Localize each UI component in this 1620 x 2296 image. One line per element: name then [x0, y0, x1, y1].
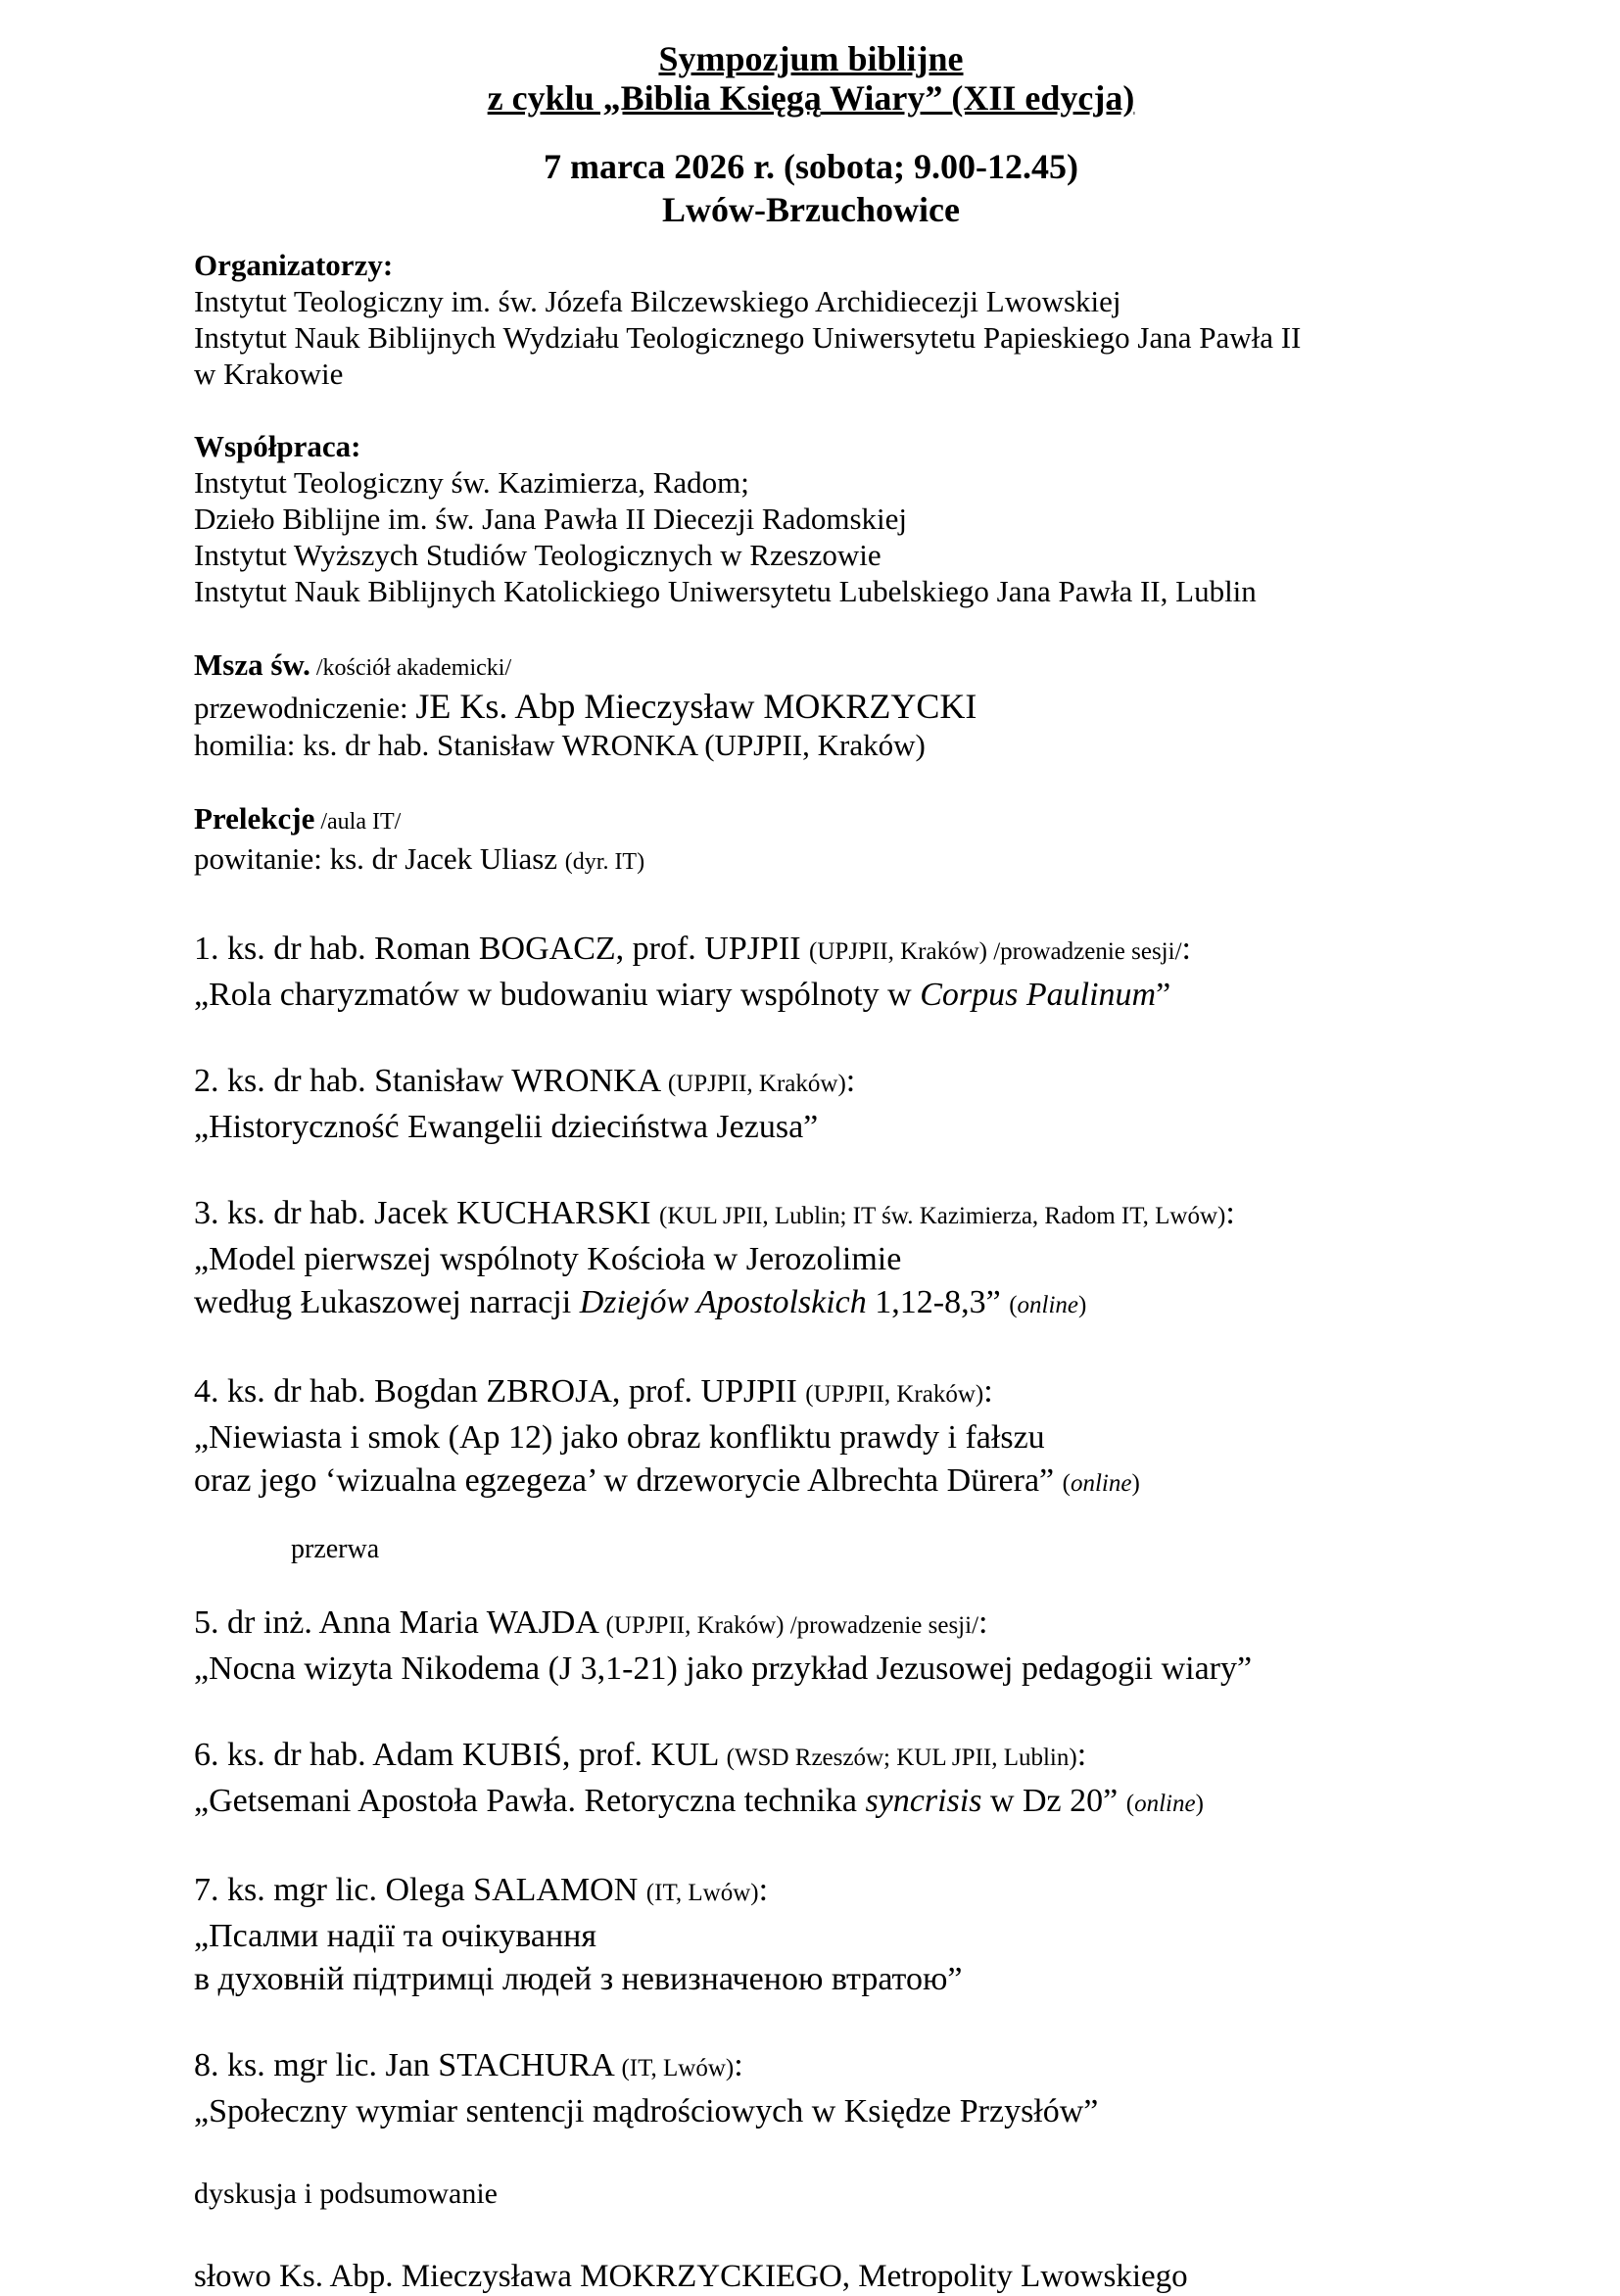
- lecture-colon: :: [845, 1063, 856, 1099]
- lecture-speaker: 6. ks. dr hab. Adam KUBIŚ, prof. KUL: [194, 1737, 727, 1773]
- lecture-title-italic: Dziejów Apostolskich: [579, 1284, 867, 1320]
- lecture-3: [194, 1192, 1428, 1327]
- lectures-location: /aula IT/: [314, 809, 402, 835]
- lecture-title: [194, 974, 1428, 1017]
- lecture-colon: :: [1076, 1737, 1087, 1773]
- lecture-affiliation: (WSD Rzeszów; KUL JPII, Lublin): [726, 1745, 1077, 1771]
- welcome-line: [194, 840, 1428, 881]
- lecture-speaker-line: [194, 1192, 1428, 1238]
- break-label: przerwa: [291, 1534, 380, 1564]
- mass-presiding-label: przewodniczenie:: [194, 691, 416, 725]
- welcome-label: powitanie: ks. dr Jacek Uliasz: [194, 841, 565, 876]
- mass-homily: homilia: ks. dr hab. Stanisław WRONKA (UPJPII, Kraków): [194, 728, 926, 762]
- organizer-line: Instytut Teologiczny im. św. Józefa Bilczewskiego Archidiecezji Lwowskiej: [194, 284, 1121, 318]
- title-line-1: Sympozjum biblijne: [658, 39, 964, 78]
- lecture-speaker: 3. ks. dr hab. Jacek KUCHARSKI: [194, 1195, 660, 1231]
- lecture-mode-text: online: [1017, 1292, 1079, 1318]
- lecture-title-italic: Corpus Paulinum: [920, 977, 1157, 1013]
- cooperation-line: Instytut Nauk Biblijnych Katolickiego Uniwersytetu Lubelskiego Jana Pawła II, Lublin: [194, 574, 1257, 608]
- lecture-title-text: „Rola charyzmatów w budowaniu wiary wspólnoty w: [194, 977, 921, 1013]
- lecture-mode-close: ): [1195, 1791, 1204, 1817]
- lecture-title-line-1: „Niewiasta i smok (Ap 12) jako obraz konfliktu prawdy i fałszu: [194, 1419, 1045, 1456]
- lecture-title-text: według Łukaszowej narracji: [194, 1284, 580, 1320]
- lecture-affiliation: (IT, Lwów): [621, 2055, 735, 2081]
- lecture-speaker-line: [194, 1734, 1428, 1780]
- lecture-speaker: 5. dr inż. Anna Maria WAJDA: [194, 1604, 606, 1641]
- lecture-title-line-1: „Псалми надії та очікування: [194, 1918, 596, 1954]
- lecture-title-end: w Dz 20”: [981, 1783, 1126, 1819]
- lecture-1: [194, 928, 1428, 1017]
- lecture-mode-open: (: [1009, 1292, 1018, 1318]
- lecture-mode-open: (: [1062, 1470, 1071, 1497]
- lecture-speaker-line: [194, 1370, 1428, 1416]
- lecture-mode: [1009, 1292, 1086, 1318]
- lecture-title-text: oraz jego ‘wizualna egzegeza’ w drzeworycie Albrechta Dürera”: [194, 1462, 1063, 1499]
- lecture-mode: [1126, 1791, 1204, 1817]
- closing-line: słowo Ks. Abp. Mieczysława MOKRZYCKIEGO, Metropolity Lwowskiego: [194, 2259, 1188, 2294]
- lecture-speaker: 4. ks. dr hab. Bogdan ZBROJA, prof. UPJPII: [194, 1373, 806, 1410]
- lecture-affiliation: (UPJPII, Kraków): [667, 1071, 846, 1097]
- lecture-7: [194, 1869, 1428, 2001]
- lecture-affiliation: (UPJPII, Kraków): [805, 1381, 984, 1408]
- lecture-speaker-line: [194, 1602, 1428, 1648]
- lecture-title: „Historyczność Ewangelii dzieciństwa Jezusa”: [194, 1109, 819, 1145]
- lecture-colon: :: [734, 2047, 743, 2083]
- mass-presiding-line: [194, 687, 1428, 727]
- lecture-5: [194, 1602, 1428, 1691]
- lecture-4: [194, 1370, 1428, 1506]
- lectures-heading: Prelekcje: [194, 801, 315, 836]
- mass-heading: Msza św.: [194, 647, 310, 682]
- lecture-speaker: 8. ks. mgr lic. Jan STACHURA: [194, 2047, 622, 2083]
- lecture-speaker-line: [194, 1060, 1428, 1106]
- lecture-speaker-line: [194, 2044, 1428, 2090]
- lecture-title-text: „Getsemani Apostoła Pawła. Retoryczna technika: [194, 1783, 866, 1819]
- mass-presiding-name: JE Ks. Abp Mieczysław MOKRZYCKI: [415, 687, 977, 726]
- lecture-6: [194, 1734, 1428, 1826]
- lecture-title-line-2: [194, 1281, 1428, 1327]
- lecture-colon: :: [758, 1872, 769, 1908]
- lecture-affiliation: (UPJPII, Kraków) /prowadzenie sesji/: [605, 1612, 979, 1639]
- lecture-mode-text: online: [1070, 1470, 1132, 1497]
- lectures-heading-line: [194, 800, 1428, 840]
- lecture-title-italic: syncrisis: [865, 1783, 982, 1819]
- mass-location: /kościół akademicki/: [310, 655, 512, 681]
- lecture-mode: [1063, 1470, 1140, 1497]
- lecture-mode-text: online: [1134, 1791, 1196, 1817]
- discussion-line: dyskusja i podsumowanie: [194, 2177, 498, 2210]
- lecture-title-end: 1,12-8,3”: [866, 1284, 1010, 1320]
- lecture-2: [194, 1060, 1428, 1149]
- lecture-affiliation: (IT, Lwów): [645, 1880, 759, 1906]
- lecture-speaker: 2. ks. dr hab. Stanisław WRONKA: [194, 1063, 668, 1099]
- organizers-heading: Organizatorzy:: [194, 248, 394, 282]
- organizer-line: w Krakowie: [194, 357, 344, 391]
- lecture-colon: :: [1225, 1195, 1235, 1231]
- lecture-colon: :: [978, 1604, 988, 1641]
- lecture-speaker: 1. ks. dr hab. Roman BOGACZ, prof. UPJPII: [194, 931, 810, 967]
- welcome-note: (dyr. IT): [564, 849, 645, 875]
- lecture-colon: :: [983, 1373, 993, 1410]
- lecture-title-line-2: [194, 1459, 1428, 1506]
- lecture-affiliation: (UPJPII, Kraków) /prowadzenie sesji/: [809, 938, 1182, 965]
- cooperation-line: Dzieło Biblijne im. św. Jana Pawła II Diecezji Radomskiej: [194, 502, 908, 536]
- lecture-mode-close: ): [1131, 1470, 1140, 1497]
- mass-heading-line: [194, 646, 1428, 687]
- lecture-mode-open: (: [1125, 1791, 1135, 1817]
- cooperation-heading: Współpraca:: [194, 429, 361, 463]
- lecture-title: [194, 1780, 1428, 1826]
- lecture-affiliation: (KUL JPII, Lublin; IT św. Kazimierza, Radom IT, Lwów): [659, 1203, 1226, 1229]
- lecture-speaker-line: [194, 928, 1428, 974]
- lecture-title-line-1: „Model pierwszej wspólnoty Kościoła w Jerozolimie: [194, 1241, 902, 1277]
- title-line-2: z cyklu „Biblia Księgą Wiary” (XII edycja): [487, 78, 1135, 118]
- date-line: 7 marca 2026 r. (sobota; 9.00-12.45): [544, 147, 1078, 186]
- lecture-8: [194, 2044, 1428, 2133]
- cooperation-line: Instytut Teologiczny św. Kazimierza, Radom;: [194, 465, 749, 500]
- lecture-title: „Nocna wizyta Nikodema (J 3,1-21) jako przykład Jezusowej pedagogii wiary”: [194, 1650, 1253, 1687]
- lecture-colon: :: [1181, 931, 1191, 967]
- lecture-title-end: ”: [1156, 977, 1171, 1013]
- cooperation-line: Instytut Wyższych Studiów Teologicznych w Rzeszowie: [194, 538, 881, 572]
- lecture-mode-close: ): [1078, 1292, 1087, 1318]
- lecture-speaker-line: [194, 1869, 1428, 1915]
- place-line: Lwów-Brzuchowice: [662, 190, 960, 229]
- lecture-title: „Społeczny wymiar sentencji mądrościowych w Księdze Przysłów”: [194, 2093, 1099, 2129]
- organizer-line: Instytut Nauk Biblijnych Wydziału Teologicznego Uniwersytetu Papieskiego Jana Pawła II: [194, 320, 1302, 355]
- lecture-speaker: 7. ks. mgr lic. Olega SALAMON: [194, 1872, 646, 1908]
- lecture-title-line-2: в духовній підтримці людей з невизначеною втратою”: [194, 1961, 963, 1997]
- document-content: [194, 39, 1428, 2296]
